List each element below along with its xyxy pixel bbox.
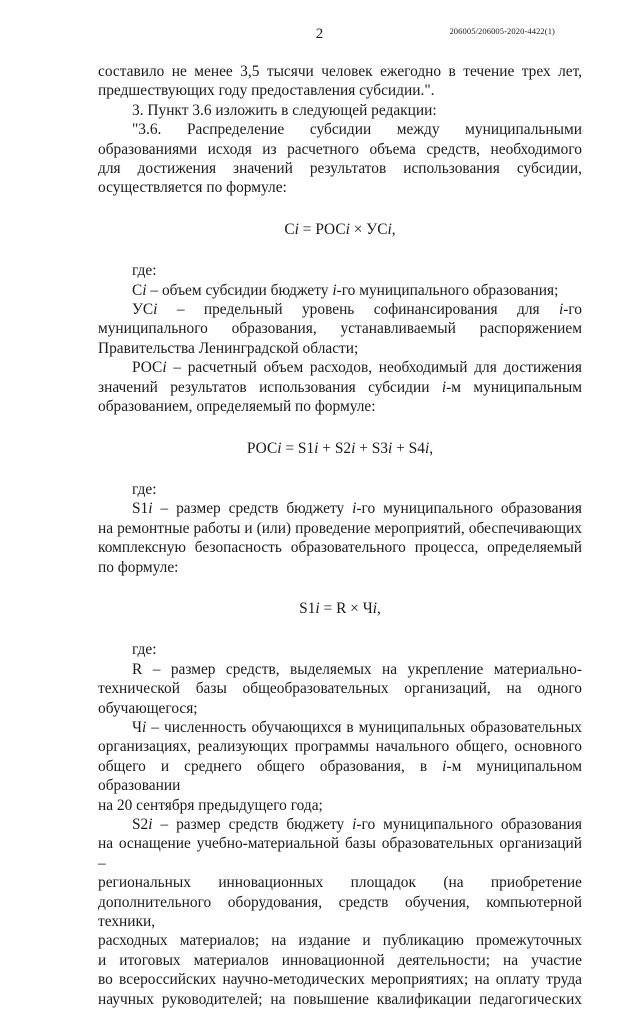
definition-c: Сi – объем субсидии бюджету i-го муниципального образования; xyxy=(132,281,559,299)
definition-s1: S1i – размер средств бюджету i-го муниципального образования xyxy=(132,500,582,518)
text-line: организациях, реализующих программы начального общего, основного xyxy=(98,738,582,756)
text-line: для достижения значений результатов использования субсидии, xyxy=(98,160,582,178)
text-line: технической базы общеобразовательных организаций, на одного xyxy=(98,680,582,698)
text-line: обучающегося; xyxy=(98,699,198,717)
document-code: 206005/206005-2020-4422(1) xyxy=(449,26,555,36)
text-line: муниципального образования, устанавливаемый распоряжением xyxy=(98,320,582,338)
text-line: образованиями исходя из расчетного объема средств, необходимого xyxy=(98,140,582,158)
definition-r: R – размер средств, выделяемых на укрепление материально- xyxy=(132,660,582,678)
formula-subsidy: Сi = РОСi × УСi, xyxy=(284,220,396,238)
text-line: значений результатов использования субсидии i-м муниципальным xyxy=(98,378,582,396)
text-line: на оснащение учебно-материальной базы образовательных организаций – xyxy=(98,835,582,872)
text-line: общего и среднего общего образования, в i-м муниципальном образовании xyxy=(98,757,583,795)
page-number: 2 xyxy=(315,26,324,42)
text-line: предшествующих году предоставления субсидии.". xyxy=(98,82,435,100)
where-label: где: xyxy=(132,480,157,498)
text-line: научных руководителей; на повышение квалификации педагогических xyxy=(98,990,582,1008)
text-line: комплексную безопасность образовательного процесса, определяемый xyxy=(98,539,582,557)
text-line: образованием, определяемый по формуле: xyxy=(98,398,376,416)
text-line: Правительства Ленинградской области; xyxy=(98,339,359,357)
text-line: дополнительного оборудования, средств обучения, компьютерной техники, xyxy=(98,893,582,931)
text-line: во всероссийских научно-методических мероприятиях; на оплату труда xyxy=(98,971,582,989)
formula-s1: S1i = R × Чi, xyxy=(299,599,381,617)
definition-ros: РОСi – расчетный объем расходов, необходимый для достижения xyxy=(132,359,582,377)
definition-ch: Чi – численность обучающихся в муниципальных образовательных xyxy=(132,718,582,736)
document-body xyxy=(98,62,582,1009)
formula-ros: РОСi = S1i + S2i + S3i + S4i, xyxy=(246,439,434,457)
text-line: на 20 сентября предыдущего года; xyxy=(98,796,323,814)
where-label: где: xyxy=(132,641,157,659)
definition-us: УСi – предельный уровень софинансирования для i-го xyxy=(132,301,582,319)
text-line: составило не менее 3,5 тысячи человек ежегодно в течение трех лет, xyxy=(98,63,582,80)
text-line: региональных инновационных площадок (на приобретение xyxy=(98,874,582,892)
text-line: и итоговых материалов инновационной деятельности; на участие xyxy=(98,951,582,969)
text-line: 3. Пункт 3.6 изложить в следующей редакции: xyxy=(132,101,437,119)
text-line: на ремонтные работы и (или) проведение мероприятий, обеспечивающих xyxy=(98,519,582,537)
text-line: по формуле: xyxy=(98,558,179,576)
text-line: "3.6. Распределение субсидии между муниципальными xyxy=(132,121,582,139)
definition-s2: S2i – размер средств бюджету i-го муниципального образования xyxy=(132,816,582,833)
text-line: расходных материалов; на издание и публикацию промежуточных xyxy=(98,932,582,950)
where-label: где: xyxy=(132,262,157,280)
text-line: осуществляется по формуле: xyxy=(98,179,287,197)
